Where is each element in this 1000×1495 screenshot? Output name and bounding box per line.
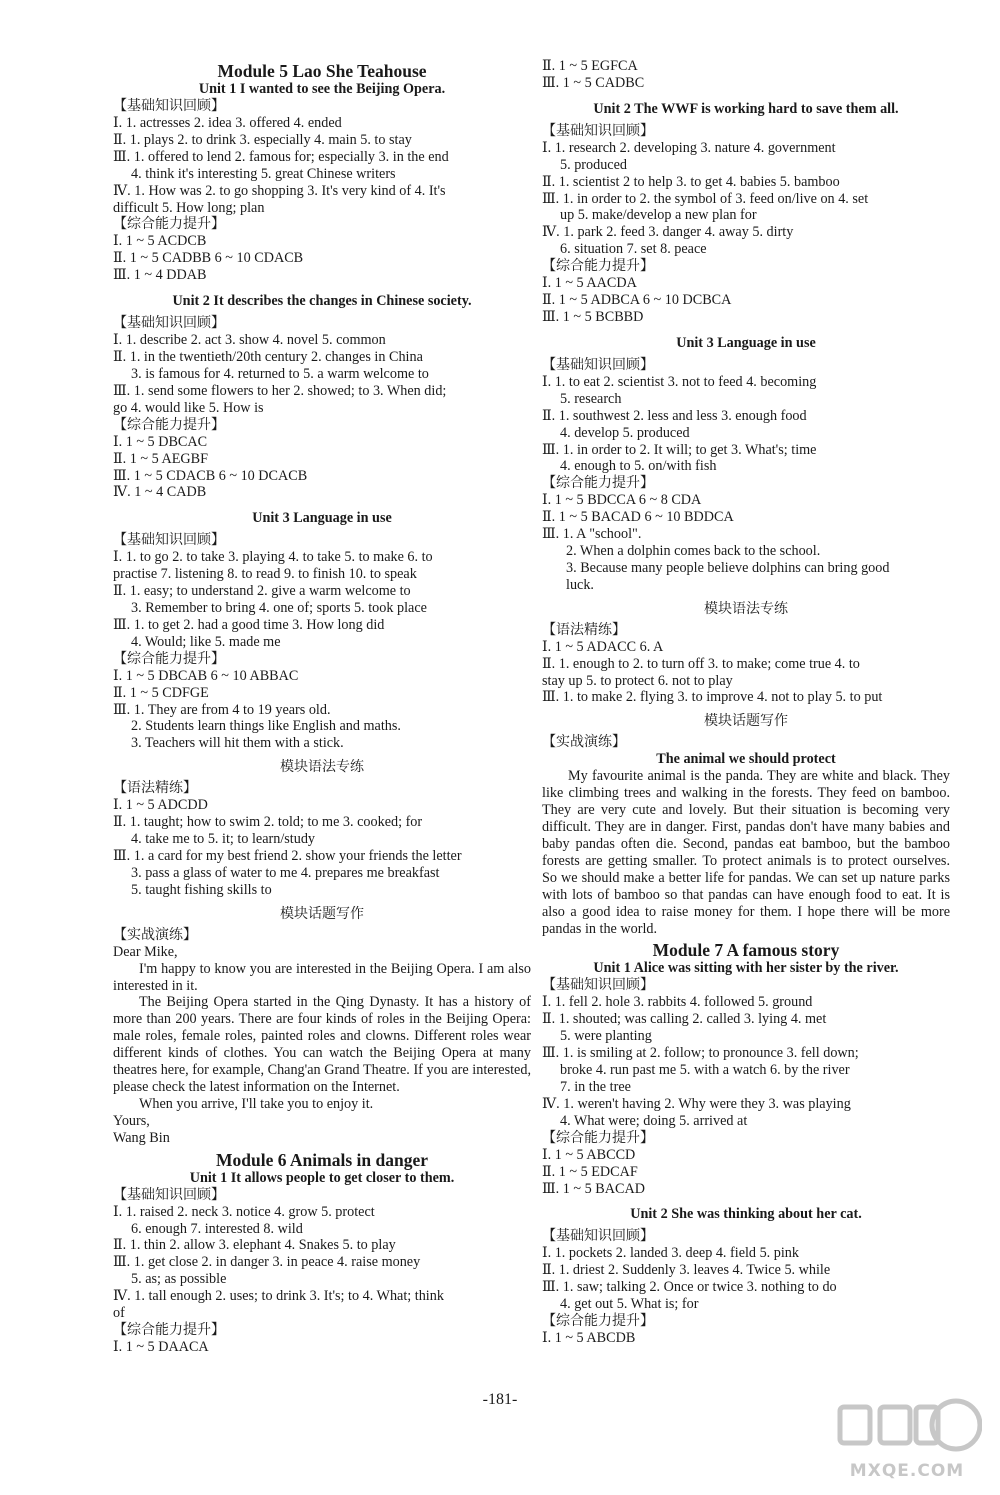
- section-tag: 【综合能力提升】: [113, 1322, 225, 1338]
- answer-line: Ⅲ. 1. They are from 4 to 19 years old.: [113, 701, 331, 718]
- answer-line: Ⅱ. 1. thin 2. allow 3. elephant 4. Snakes 5. to play: [113, 1237, 396, 1254]
- answer-line: luck.: [566, 576, 594, 593]
- answer-line: Ⅰ. 1 ~ 5 ACDCB: [113, 233, 207, 250]
- module-heading: Module 7 A famous story: [652, 940, 840, 961]
- unit-heading: Unit 2 She was thinking about her cat.: [630, 1206, 862, 1223]
- answer-line: Ⅲ. 1. in order to 2. It will; to get 3. What's; time: [542, 441, 817, 458]
- section-tag: 【语法精练】: [542, 622, 626, 638]
- answer-line: Ⅰ. 1 ~ 5 BDCCA 6 ~ 8 CDA: [542, 492, 702, 509]
- essay-paragraph: I'm happy to know you are interested in the Beijing Opera. I am also interested in it.: [113, 960, 531, 994]
- watermark-text: MXQE.COM: [849, 1461, 965, 1481]
- answer-line: 5. taught fishing skills to: [131, 881, 272, 898]
- answer-line: Ⅱ. 1. driest 2. Suddenly 3. leaves 4. Twice 5. while: [542, 1262, 831, 1279]
- answer-line: Ⅱ. 1. plays 2. to drink 3. especially 4. main 5. to stay: [113, 131, 412, 148]
- unit-heading: Unit 1 Alice was sitting with her sister by the river.: [593, 960, 899, 977]
- answer-line: Ⅱ. 1 ~ 5 EGFCA: [542, 58, 638, 74]
- answer-line: 3. Teachers will hit them with a stick.: [131, 735, 344, 752]
- section-heading: 模块话题写作: [704, 714, 788, 730]
- answer-line: Ⅱ. 1 ~ 5 BACAD 6 ~ 10 BDDCA: [542, 509, 734, 526]
- answer-line: Ⅱ. 1 ~ 5 CADBB 6 ~ 10 CDACB: [113, 250, 304, 267]
- section-tag: 【基础知识回顾】: [542, 1229, 654, 1245]
- answer-line: go 4. would like 5. How is: [113, 399, 264, 416]
- unit-heading: Unit 2 It describes the changes in Chinese society.: [172, 293, 472, 310]
- answer-line: Ⅲ. 1. get close 2. in danger 3. in peace 4. raise money: [113, 1254, 421, 1271]
- answer-line: 6. enough 7. interested 8. wild: [131, 1220, 303, 1237]
- answer-line: stay up 5. to protect 6. not to play: [542, 672, 733, 689]
- answer-line: Ⅱ. 1 ~ 5 CDFGE: [113, 684, 209, 701]
- answer-line: 2. When a dolphin comes back to the school.: [566, 543, 821, 560]
- answer-line: Ⅰ. 1. to go 2. to take 3. playing 4. to take 5. to make 6. to: [113, 549, 433, 566]
- answer-line: 5. research: [560, 390, 622, 407]
- section-tag: 【基础知识回顾】: [113, 99, 225, 114]
- answer-line: Ⅲ. 1. saw; talking 2. Once or twice 3. nothing to do: [542, 1279, 837, 1296]
- section-heading: 模块语法专练: [704, 601, 788, 617]
- answer-line: Ⅰ. 1. raised 2. neck 3. notice 4. grow 5. protect: [113, 1203, 375, 1220]
- answer-line: Ⅲ. 1. is smiling at 2. follow; to pronounce 3. fell down;: [542, 1045, 859, 1062]
- watermark-logo: [832, 1395, 982, 1481]
- letter-line: Yours,: [113, 1112, 150, 1129]
- right-column: [542, 58, 950, 1347]
- answer-line: 5. produced: [560, 156, 627, 173]
- answer-line: Ⅲ. 1. a card for my best friend 2. show your friends the letter: [113, 848, 462, 864]
- unit-heading: Unit 3 Language in use: [676, 334, 816, 351]
- essay-paragraph: My favourite animal is the panda. They are white and black. They like climbing trees and walking in the forests. They feed on bamboo. They are very cute and lovely. But their situation is becoming very difficult. They are in danger. First, pandas don't have many babies and baby pandas often die. Second, pandas eat bamboo, but the bamboo forests are getting smaller. To protect animals is to protect ourselves. So we should make a better life for pandas. We can set up nature parks with lots of bamboo so that pandas can have enough food to eat. It is also a good idea to raise money for them. I hope there will be more pandas in the world.: [542, 768, 950, 937]
- answer-line: Ⅰ. 1. describe 2. act 3. show 4. novel 5. common: [113, 332, 386, 349]
- answer-line: 4. think it's interesting 5. great Chinese writers: [131, 165, 396, 182]
- unit-heading: Unit 1 It allows people to get closer to them.: [189, 1169, 455, 1186]
- answer-line: Ⅲ. 1 ~ 5 BACAD: [542, 1180, 645, 1197]
- answer-line: 4. enough to 5. on/with fish: [560, 458, 717, 475]
- answer-line: Ⅳ. 1. park 2. feed 3. danger 4. away 5. dirty: [542, 224, 794, 241]
- letter-line: Wang Bin: [113, 1129, 170, 1146]
- section-tag: 【综合能力提升】: [113, 417, 225, 433]
- answer-line: Ⅲ. 1. offered to lend 2. famous for; especially 3. in the end: [113, 148, 449, 165]
- answer-line: Ⅲ. 1 ~ 5 CADBC: [542, 74, 645, 91]
- answer-line: practise 7. listening 8. to read 9. to finish 10. to speak: [113, 566, 417, 583]
- answer-line: Ⅳ. 1. tall enough 2. uses; to drink 3. It's; to 4. What; think: [113, 1288, 444, 1305]
- answer-line: 4. get out 5. What is; for: [560, 1296, 699, 1313]
- section-tag: 【语法精练】: [113, 781, 197, 797]
- answer-line: Ⅰ. 1. research 2. developing 3. nature 4. government: [542, 139, 836, 156]
- unit-heading: Unit 1 I wanted to see the Beijing Opera.: [198, 81, 446, 97]
- section-tag: 【综合能力提升】: [113, 217, 225, 233]
- answer-line: 5. as; as possible: [131, 1271, 227, 1288]
- section-tag: 【基础知识回顾】: [542, 123, 654, 139]
- letter-line: Dear Mike,: [113, 943, 178, 960]
- answer-line: Ⅱ. 1 ~ 5 ADBCA 6 ~ 10 DCBCA: [542, 292, 732, 309]
- answer-line: Ⅱ. 1. shouted; was calling 2. called 3. lying 4. met: [542, 1011, 827, 1028]
- answer-line: 4. What were; doing 5. arrived at: [560, 1112, 748, 1129]
- answer-line: 6. situation 7. set 8. peace: [560, 241, 707, 258]
- answer-line: Ⅲ. 1. to get 2. had a good time 3. How long did: [113, 616, 385, 633]
- answer-line: 4. take me to 5. it; to learn/study: [131, 831, 316, 848]
- section-tag: 【综合能力提升】: [542, 476, 654, 492]
- essay-paragraph: When you arrive, I'll take you to enjoy it.: [139, 1095, 374, 1112]
- module-heading: Module 5 Lao She Teahouse: [217, 61, 427, 81]
- answer-line: 3. Because many people believe dolphins can bring good: [566, 559, 890, 576]
- page-number: -181-: [482, 1391, 518, 1408]
- section-tag: 【实战演练】: [113, 927, 197, 943]
- section-tag: 【基础知识回顾】: [542, 357, 654, 373]
- answer-line: Ⅰ. 1 ~ 5 ABCDB: [542, 1330, 636, 1347]
- answer-line: Ⅲ. 1. send some flowers to her 2. showed; to 3. When did;: [113, 382, 447, 399]
- answer-line: Ⅰ. 1 ~ 5 DBCAB 6 ~ 10 ABBAC: [113, 667, 299, 684]
- answer-line: 7. in the tree: [560, 1078, 631, 1095]
- answer-line: difficult 5. How long; plan: [113, 199, 265, 216]
- section-heading: 模块语法专练: [280, 760, 364, 776]
- answer-line: Ⅱ. 1. scientist 2 to help 3. to get 4. babies 5. bamboo: [542, 173, 840, 190]
- answer-line: Ⅱ. 1. easy; to understand 2. give a warm welcome to: [113, 583, 411, 600]
- answer-line: Ⅱ. 1. in the twentieth/20th century 2. changes in China: [113, 349, 423, 366]
- answer-line: of: [113, 1305, 125, 1322]
- section-tag: 【基础知识回顾】: [113, 316, 225, 332]
- answer-line: Ⅰ. 1 ~ 5 DBCAC: [113, 433, 208, 450]
- answer-line: Ⅰ. 1. pockets 2. landed 3. deep 4. field 5. pink: [542, 1245, 799, 1262]
- answer-line: Ⅳ. 1. How was 2. to go shopping 3. It's very kind of 4. It's: [113, 182, 446, 199]
- essay-paragraph: The Beijing Opera started in the Qing Dynasty. It has a history of more than 200 years. There are four kinds of roles in the Beijing Opera: male roles, female roles, painted roles and clowns. Different roles wear different kinds of clothes. You can watch the Beijing Opera at many theatres here, for example, Chang'an Grand Theatre. If you are interested, please check the latest information on the Internet.: [113, 994, 531, 1095]
- watermark-icon: [832, 1395, 982, 1461]
- answer-line: Ⅳ. 1 ~ 4 CADB: [113, 484, 207, 501]
- answer-line: Ⅰ. 1 ~ 5 AACDA: [542, 275, 637, 292]
- answer-line: Ⅰ. 1 ~ 5 ABCCD: [542, 1146, 636, 1163]
- answer-line: Ⅳ. 1. weren't having 2. Why were they 3. was playing: [542, 1095, 851, 1112]
- section-tag: 【综合能力提升】: [542, 1314, 654, 1330]
- answer-line: Ⅰ. 1 ~ 5 ADCDD: [113, 797, 208, 814]
- answer-line: Ⅰ. 1. to eat 2. scientist 3. not to feed 4. becoming: [542, 373, 817, 390]
- answer-line: 3. pass a glass of water to me 4. prepares me breakfast: [131, 864, 440, 881]
- section-tag: 【综合能力提升】: [113, 651, 225, 667]
- answer-line: 3. is famous for 4. returned to 5. a warm welcome to: [131, 365, 429, 382]
- section-tag: 【基础知识回顾】: [542, 978, 654, 994]
- answer-line: up 5. make/develop a new plan for: [560, 207, 757, 224]
- answer-line: Ⅱ. 1. enough to 2. to turn off 3. to make; come true 4. to: [542, 655, 860, 672]
- answer-line: 4. Would; like 5. made me: [131, 633, 281, 650]
- answer-line: Ⅰ. 1 ~ 5 DAACA: [113, 1338, 209, 1355]
- answer-line: 5. were planting: [560, 1028, 652, 1045]
- section-heading: 模块话题写作: [280, 906, 364, 922]
- answer-line: Ⅱ. 1 ~ 5 AEGBF: [113, 450, 208, 467]
- left-column: [113, 58, 531, 1356]
- answer-line: 4. develop 5. produced: [560, 424, 690, 441]
- answer-line: 3. Remember to bring 4. one of; sports 5. took place: [131, 600, 427, 617]
- answer-line: Ⅲ. 1. to make 2. flying 3. to improve 4. not to play 5. to put: [542, 689, 883, 706]
- answer-line: Ⅲ. 1 ~ 5 BCBBD: [542, 308, 644, 325]
- answer-line: Ⅱ. 1. southwest 2. less and less 3. enough food: [542, 407, 807, 424]
- answer-line: Ⅱ. 1 ~ 5 EDCAF: [542, 1163, 638, 1180]
- unit-heading: Unit 3 Language in use: [252, 510, 392, 527]
- answer-line: Ⅰ. 1 ~ 5 ADACC 6. A: [542, 638, 664, 655]
- answer-line: Ⅰ. 1. fell 2. hole 3. rabbits 4. followed 5. ground: [542, 994, 813, 1011]
- essay-title: The animal we should protect: [656, 751, 836, 768]
- section-tag: 【综合能力提升】: [542, 259, 654, 275]
- answer-line: Ⅰ. 1. actresses 2. idea 3. offered 4. ended: [113, 115, 342, 131]
- module-heading: Module 6 Animals in danger: [216, 1149, 428, 1170]
- answer-line: Ⅲ. 1 ~ 4 DDAB: [113, 267, 207, 284]
- section-tag: 【综合能力提升】: [542, 1130, 654, 1146]
- answer-line: Ⅲ. 1. in order to 2. the symbol of 3. feed on/live on 4. set: [542, 190, 869, 207]
- answer-line: 2. Students learn things like English and maths.: [131, 718, 401, 735]
- answer-line: Ⅲ. 1. A "school".: [542, 526, 642, 543]
- unit-heading: Unit 2 The WWF is working hard to save them all.: [593, 100, 899, 117]
- answer-line: Ⅲ. 1 ~ 5 CDACB 6 ~ 10 DCACB: [113, 467, 308, 484]
- section-tag: 【基础知识回顾】: [113, 1187, 225, 1203]
- answer-line: broke 4. run past me 5. with a watch 6. by the river: [560, 1062, 850, 1079]
- section-tag: 【实战演练】: [542, 735, 626, 751]
- answer-line: Ⅱ. 1. taught; how to swim 2. told; to me 3. cooked; for: [113, 814, 423, 831]
- section-tag: 【基础知识回顾】: [113, 533, 225, 549]
